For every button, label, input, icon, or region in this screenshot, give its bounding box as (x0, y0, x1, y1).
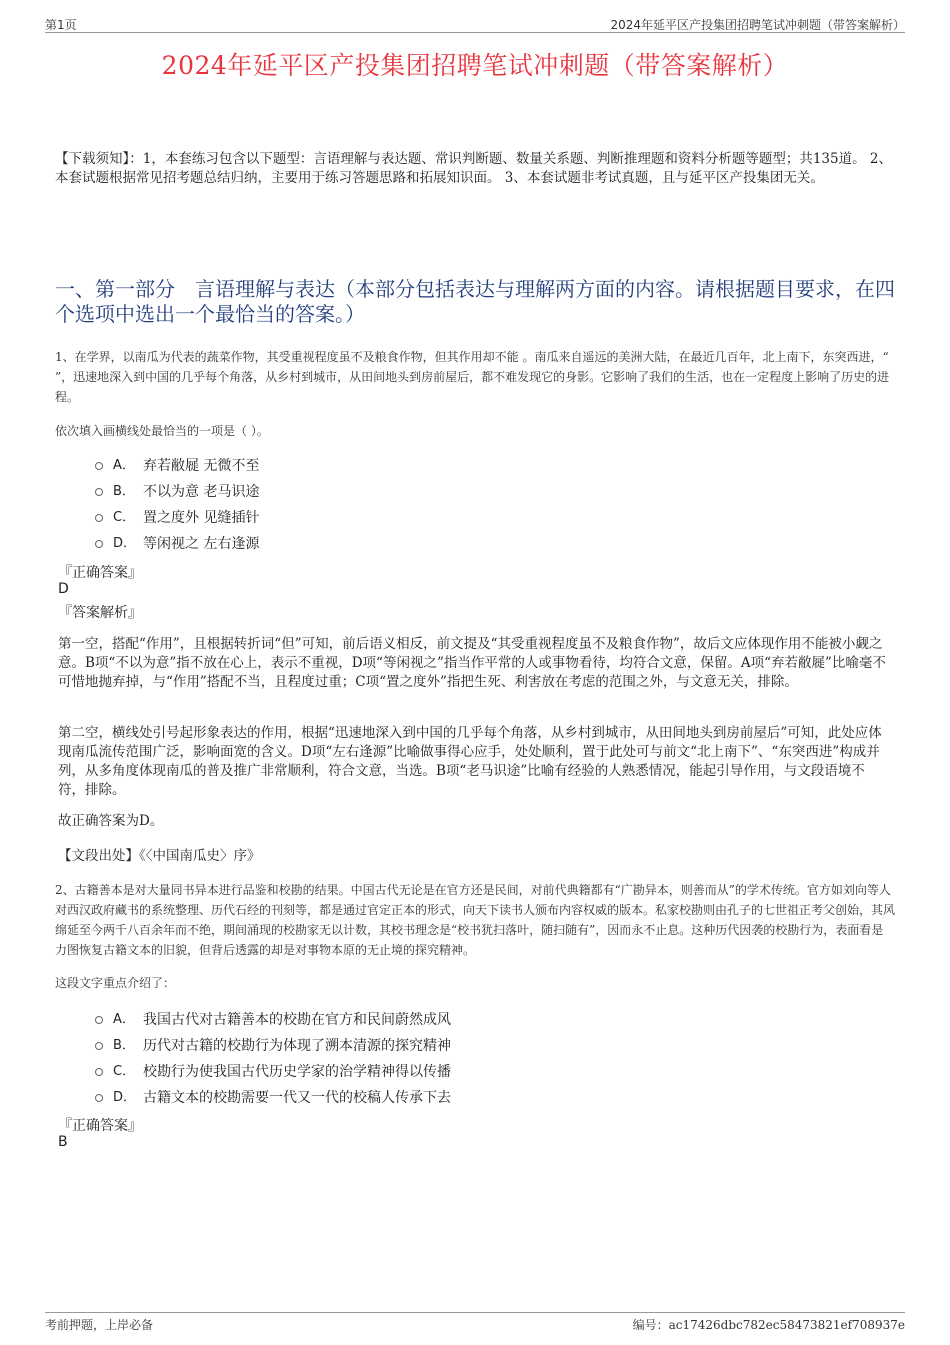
option-a[interactable]: A． 弃若敝屣 无微不至 (95, 453, 695, 479)
option-b[interactable]: B． 历代对古籍的校勘行为体现了溯本清源的探究精神 (95, 1033, 695, 1059)
document-title: 2024年延平区产投集团招聘笔试冲刺题（带答案解析） (161, 51, 789, 80)
analysis-label: 『答案解析』 (58, 605, 142, 621)
radio-icon[interactable] (95, 462, 103, 470)
option-c[interactable]: C． 校勘行为使我国古代历史学家的治学精神得以传播 (95, 1059, 695, 1085)
radio-icon[interactable] (95, 1094, 103, 1102)
question-1-prompt: 依次填入画横线处最恰当的一项是（ ）。 (55, 424, 269, 438)
option-d[interactable]: D． 古籍文本的校勘需要一代又一代的校稿人传承下去 (95, 1085, 695, 1111)
question-1-options (95, 453, 695, 557)
page-number: 第1页 (45, 18, 77, 32)
radio-icon[interactable] (95, 1042, 103, 1050)
download-notice: 【下载须知】：1，本套练习包含以下题型：言语理解与表达题、常识判断题、数量关系题、判断推理题和资料分析题等题型；共135道。 2、本套试题根据常见招考题总结归纳，主要用于练习答题思路和拓展知识面。 3、本套试题非考试真题，且与延平区产投集团无关。 (55, 151, 892, 186)
answer-label: 『正确答案』 (58, 1118, 142, 1134)
radio-icon[interactable] (95, 540, 103, 548)
radio-icon[interactable] (95, 514, 103, 522)
question-2-options (95, 1007, 695, 1111)
analysis-paragraph: 第二空，横线处引号起形象表达的作用，根据“迅速地深入到中国的几乎每个角落，从乡村到城市，从田间地头到房前屋后”可知，此处应体现南瓜流传范围广泛，影响面宽的含义。D项“左右逢源”比喻做事得心应手，处处顺利，置于此处可与前文“北上南下”、“东突西进”构成并列，从多角度体现南瓜的普及推广非常顺利，符合文意，当选。B项“老马识途”比喻有经验的人熟悉情况，能起引导作用，与文段语境不符，排除。 (58, 725, 882, 798)
section-title: 一、第一部分 言语理解与表达（本部分包括表达与理解两方面的内容。请根据题目要求，在四个选项中选出一个最恰当的答案。） (55, 277, 895, 326)
correct-answer: D (58, 581, 69, 597)
radio-icon[interactable] (95, 1016, 103, 1024)
option-d[interactable]: D． 等闲视之 左右逢源 (95, 531, 695, 557)
radio-icon[interactable] (95, 1068, 103, 1076)
option-c[interactable]: C． 置之度外 见缝插针 (95, 505, 695, 531)
analysis-paragraph: 第一空，搭配“作用”，且根据转折词“但”可知，前后语义相反，前文提及“其受重视程度虽不及粮食作物”，故后文应体现作用不能被小觑之意。B项“不以为意”指不放在心上，表示不重视，D项“等闲视之”指当作平常的人或事物看待，均符合文意，保留。A项“弃若敝屣”比喻毫不可惜地抛弃掉，与“作用”搭配不当，且程度过重；C项“置之度外”指把生死、利害放在考虑的范围之外，与文意无关，排除。 (58, 636, 886, 690)
answer-label: 『正确答案』 (58, 565, 142, 581)
passage-source: 【文段出处】《〈中国南瓜史〉序》 (58, 848, 261, 864)
page-header (45, 14, 905, 33)
footer-slogan: 考前押题，上岸必备 (45, 1318, 154, 1332)
question-1-text: 1、在学界，以南瓜为代表的蔬菜作物，其受重视程度虽不及粮食作物，但其作用却不能 。南瓜来自遥远的美洲大陆，在最近几百年，北上南下，东突西进，“ ”，迅速地深入到中国的几乎每个角落，从乡村到城市，从田间地头到房前屋后，都不难发现它的身影。它影响了我们的生活，也在一定程度上影响了历史的进程。 (55, 350, 890, 404)
radio-icon[interactable] (95, 488, 103, 496)
option-b[interactable]: B． 不以为意 老马识途 (95, 479, 695, 505)
question-2-prompt: 这段文字重点介绍了： (55, 976, 176, 990)
page-footer (45, 1312, 905, 1333)
document-id: 编号：ac17426dbc782ec58473821ef708937e (632, 1318, 905, 1332)
option-a[interactable]: A． 我国古代对古籍善本的校勘在官方和民间蔚然成风 (95, 1007, 695, 1033)
question-2-text: 2、古籍善本是对大量同书异本进行品鉴和校勘的结果。中国古代无论是在官方还是民间，对前代典籍都有“广勘异本，则善而从”的学术传统。官方如刘向等人对西汉政府藏书的系统整理、历代石经的刊刻等，都是通过官定正本的形式，向天下读书人颁布内容权威的版本。私家校勘则由孔子的七世祖正考父创始，其风绵延至今两千八百余年而不绝，期间涌现的校勘家无以计数，其校书理念是“校书犹扫落叶，随扫随有”，因而永不止息。这种历代因袭的校勘行为，表面看是力图恢复古籍文本的旧貌，但背后透露的却是对事物本原的无止境的探究精神。 (55, 883, 896, 957)
analysis-conclusion: 故正确答案为D。 (58, 813, 164, 829)
header-doc-title: 2024年延平区产投集团招聘笔试冲刺题（带答案解析） (610, 18, 905, 32)
correct-answer: B (58, 1134, 68, 1150)
